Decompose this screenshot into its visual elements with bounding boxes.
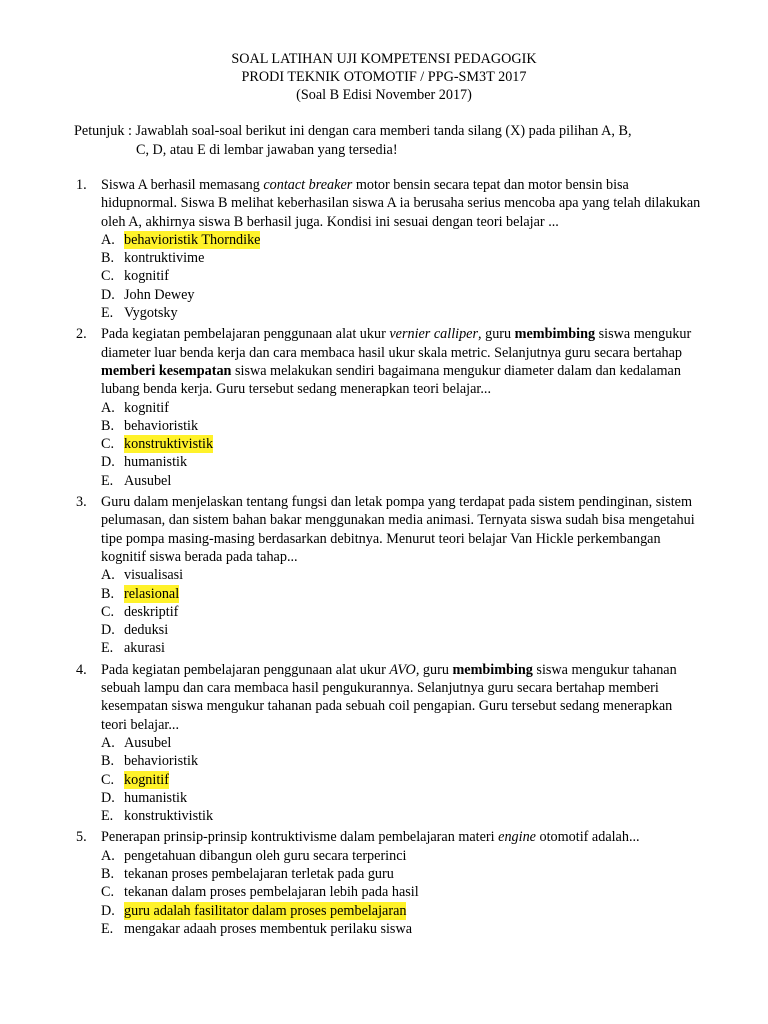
option-text: behavioristik xyxy=(124,417,199,434)
stem-text: , guru xyxy=(415,661,453,678)
option-text-highlighted: kognitif xyxy=(124,771,169,788)
answer-option xyxy=(0,807,768,825)
answer-option xyxy=(0,286,768,304)
answer-option xyxy=(0,902,768,920)
question-item xyxy=(0,325,768,490)
answer-option xyxy=(0,789,768,807)
stem-text: membimbing xyxy=(514,326,596,343)
answer-option xyxy=(0,435,768,453)
option-letter: A. xyxy=(101,399,115,416)
stem-text: , guru xyxy=(478,326,515,343)
answer-option xyxy=(0,472,768,490)
answer-option xyxy=(0,847,768,865)
question-number: 2. xyxy=(76,326,87,343)
option-letter: A. xyxy=(101,231,115,248)
option-text: deskriptif xyxy=(124,603,179,620)
option-letter: C. xyxy=(101,268,115,285)
option-text: tekanan dalam proses pembelajaran lebih pada hasil xyxy=(124,884,419,901)
option-letter: E. xyxy=(101,305,114,322)
option-text: Ausubel xyxy=(124,734,172,751)
answer-option xyxy=(0,621,768,639)
question-number: 5. xyxy=(76,829,87,846)
option-text-highlighted: guru adalah fasilitator dalam proses pembelajaran xyxy=(124,902,407,919)
option-letter: C. xyxy=(101,884,115,901)
stem-text: Pada kegiatan pembelajaran penggunaan alat ukur xyxy=(101,661,390,678)
option-text: kontruktivime xyxy=(124,250,205,267)
answer-option xyxy=(0,865,768,883)
answer-option xyxy=(0,771,768,789)
option-letter: B. xyxy=(101,585,115,602)
answer-option xyxy=(0,417,768,435)
stem-text: vernier calliper xyxy=(389,326,479,343)
header-edition: (Soal B Edisi November 2017) xyxy=(296,87,472,103)
answer-option xyxy=(0,639,768,657)
answer-option xyxy=(0,752,768,770)
answer-option xyxy=(0,399,768,417)
option-text: mengakar adaah proses membentuk perilaku siswa xyxy=(124,920,412,937)
option-text-highlighted: relasional xyxy=(124,585,180,602)
instructions xyxy=(74,122,714,159)
option-text: visualisasi xyxy=(124,567,184,584)
header-title: SOAL LATIHAN UJI KOMPETENSI PEDAGOGIK xyxy=(231,51,537,67)
option-text: konstruktivistik xyxy=(124,808,214,825)
option-text: humanistik xyxy=(124,789,188,806)
option-text-highlighted: konstruktivistik xyxy=(124,436,214,453)
answer-option xyxy=(0,603,768,621)
stem-text: Penerapan prinsip-prinsip kontruktivisme dalam pembelajaran materi xyxy=(101,829,499,846)
answer-option xyxy=(0,231,768,249)
question-number: 4. xyxy=(76,661,87,678)
option-letter: A. xyxy=(101,734,115,751)
option-text: deduksi xyxy=(124,622,169,639)
option-text-highlighted: behavioristik Thorndike xyxy=(124,231,261,248)
stem-text: contact breaker xyxy=(263,177,353,193)
document-header xyxy=(0,50,768,104)
option-letter: E. xyxy=(101,472,114,489)
question-item xyxy=(0,661,768,826)
answer-option xyxy=(0,585,768,603)
option-letter: B. xyxy=(101,753,115,770)
option-text: humanistik xyxy=(124,454,188,471)
stem-text: siswa melakukan sendiri bagaimana mengukur diameter dalam dan kedalaman lubang benda kerja. Guru tersebut sedang menerapkan teori belajar... xyxy=(101,362,681,398)
question-stem xyxy=(101,828,701,846)
stem-text: motor bensin secara tepat dan motor bensin bisa hidupnormal. Siswa B melihat keberhasilan siswa A ia berusaha serius mencoba apa yang telah dilakukan oleh A, akhirnya siswa B berhasil juga. Kondisi ini sesuai dengan teori belajar ... xyxy=(101,177,701,230)
stem-text: engine xyxy=(498,829,536,846)
stem-text: Guru dalam menjelaskan tentang fungsi dan letak pompa yang terdapat pada sistem pendinginan, sistem pelumasan, dan sistem bahan bakar menggunakan media animasi. Ternyata siswa sudah bisa mengetahui tipe pompa masing-masing berdasarkan debitnya. Menurut teori belajar Van Hickle perkembangan kognitif siswa berada pada tahap... xyxy=(101,494,695,565)
option-letter: C. xyxy=(101,771,115,788)
option-letter: C. xyxy=(101,436,115,453)
stem-text: memberi kesempatan xyxy=(101,362,232,379)
option-letter: E. xyxy=(101,808,114,825)
option-letter: B. xyxy=(101,865,115,882)
question-stem xyxy=(101,325,701,398)
stem-text: Pada kegiatan pembelajaran penggunaan alat ukur xyxy=(101,326,390,343)
option-text: Ausubel xyxy=(124,472,172,489)
question-stem xyxy=(101,661,701,734)
option-letter: D. xyxy=(101,902,115,919)
stem-text: otomotif adalah... xyxy=(535,829,640,846)
question-stem xyxy=(101,493,701,566)
option-text: behavioristik xyxy=(124,753,199,770)
stem-text: siswa mengukur diameter luar benda kerja dan cara membaca hasil ukur skala metric. Selanjutnya guru secara bertahap xyxy=(101,326,692,361)
option-letter: A. xyxy=(101,847,115,864)
option-letter: B. xyxy=(101,250,115,267)
answer-option xyxy=(0,734,768,752)
option-letter: C. xyxy=(101,603,115,620)
instruction-line-1: Petunjuk : Jawablah soal-soal berikut ini dengan cara memberi tanda silang (X) pada pilihan A, B, xyxy=(74,123,632,139)
option-letter: D. xyxy=(101,286,115,303)
option-letter: E. xyxy=(101,920,114,937)
answer-option xyxy=(0,453,768,471)
stem-text: siswa mengukur tahanan sebuah lampu dan cara membaca hasil pengukurannya. Selanjutnya guru secara bertahap memberi kesempatan siswa mengukur tahanan pada sebuah coil pengapian. Guru tersebut sedang menerapkan teori belajar... xyxy=(101,661,677,733)
option-text: akurasi xyxy=(124,640,165,657)
option-letter: D. xyxy=(101,622,115,639)
option-letter: D. xyxy=(101,454,115,471)
option-letter: D. xyxy=(101,789,115,806)
option-text: kognitif xyxy=(124,268,169,285)
question-list xyxy=(0,176,768,941)
stem-text: AVO xyxy=(389,661,416,678)
question-number: 1. xyxy=(76,177,87,193)
question-number: 3. xyxy=(76,494,87,511)
question-stem xyxy=(101,176,701,231)
question-item xyxy=(0,176,768,322)
stem-text: membimbing xyxy=(452,661,533,678)
stem-text: Siswa A berhasil memasang xyxy=(101,177,264,193)
question-item xyxy=(0,493,768,658)
answer-option xyxy=(0,267,768,285)
answer-option xyxy=(0,566,768,584)
option-text: John Dewey xyxy=(124,286,195,303)
option-text: Vygotsky xyxy=(124,305,178,322)
question-item xyxy=(0,828,768,938)
answer-option xyxy=(0,920,768,938)
option-letter: A. xyxy=(101,567,115,584)
instruction-line-2: C, D, atau E di lembar jawaban yang tersedia! xyxy=(136,141,398,158)
answer-option xyxy=(0,304,768,322)
option-letter: B. xyxy=(101,417,115,434)
header-subtitle: PRODI TEKNIK OTOMOTIF / PPG-SM3T 2017 xyxy=(241,69,527,85)
option-text: pengetahuan dibangun oleh guru secara terperinci xyxy=(124,847,407,864)
answer-option xyxy=(0,249,768,267)
option-text: tekanan proses pembelajaran terletak pada guru xyxy=(124,865,394,882)
option-text: kognitif xyxy=(124,399,169,416)
answer-option xyxy=(0,883,768,901)
option-letter: E. xyxy=(101,640,114,657)
